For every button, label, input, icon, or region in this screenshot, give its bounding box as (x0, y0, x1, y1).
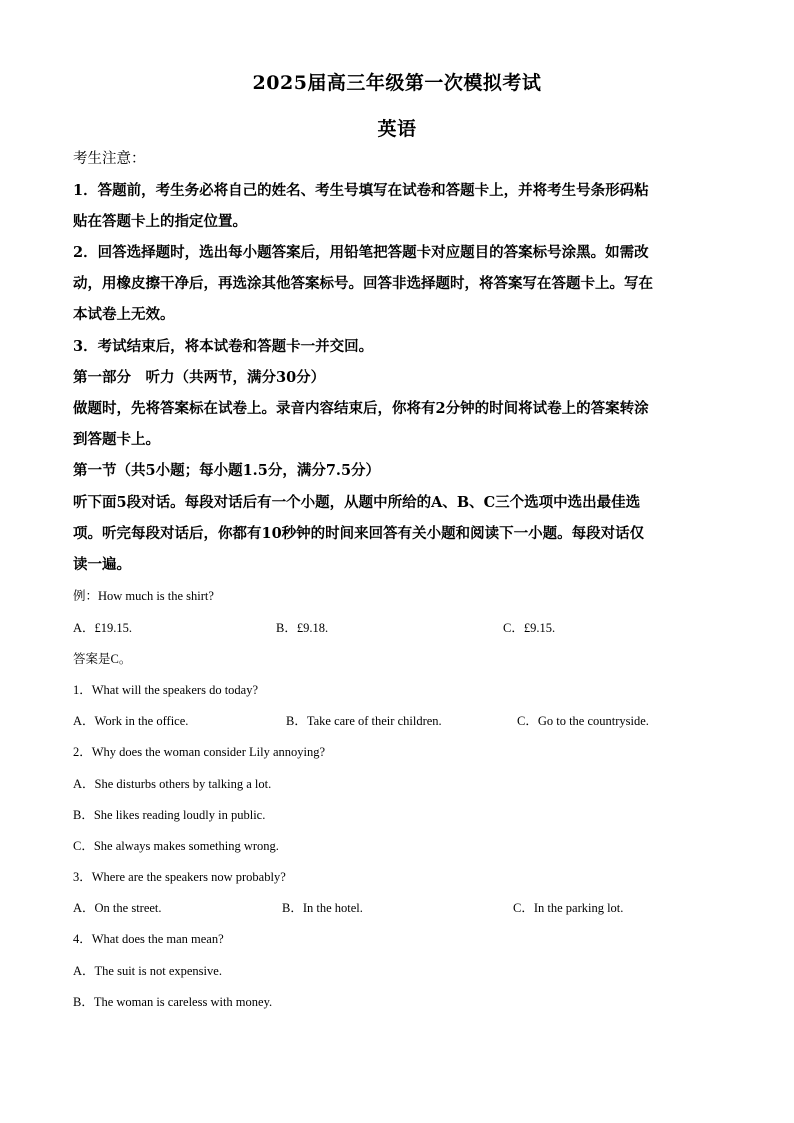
question-2: 2．Why does the woman consider Lily annoying? (73, 745, 326, 759)
question-3-option-c: C．In the parking lot. (513, 901, 624, 915)
example-option-c: C．£9.15. (503, 621, 556, 635)
question-2-option-b: B．She likes reading loudly in public. (73, 808, 266, 822)
example-option-b: B．£9.18. (276, 621, 329, 635)
notice-item-2-line-2: 动，用橡皮擦干净后，再选涂其他答案标号。回答非选择题时，将答案写在答题卡上。写在 (73, 275, 653, 292)
section1-intro-line-3: 读一遍。 (73, 556, 131, 573)
question-3-option-a: A．On the street. (73, 901, 162, 915)
notice-item-1-line-1: 1．答题前，考生务必将自己的姓名、考生号填写在试卷和答题卡上，并将考生号条形码粘 (73, 182, 649, 199)
notice-item-3: 3．考试结束后，将本试卷和答题卡一并交回。 (73, 338, 374, 355)
notice-item-2-line-3: 本试卷上无效。 (73, 306, 175, 323)
question-4-option-a: A．The suit is not expensive. (73, 964, 222, 978)
notice-item-1-line-2: 贴在答题卡上的指定位置。 (73, 213, 247, 230)
question-2-option-c: C．She always makes something wrong. (73, 839, 279, 853)
exam-title: 2025届高三年级第一次模拟考试 (252, 72, 542, 94)
question-1-option-a: A．Work in the office. (73, 714, 189, 728)
question-3: 3．Where are the speakers now probably? (73, 870, 286, 884)
question-3-option-b: B．In the hotel. (282, 901, 363, 915)
notice-heading: 考生注意： (73, 151, 146, 167)
part1-intro-line-2: 到答题卡上。 (73, 431, 160, 448)
example-option-a: A．£19.15. (73, 621, 133, 635)
question-4: 4．What does the man mean? (73, 932, 224, 946)
example-answer: 答案是C。 (73, 652, 132, 666)
section1-intro-line-1: 听下面5段对话。每段对话后有一个小题，从题中所给的A、B、C三个选项中选出最佳选 (73, 494, 641, 511)
question-1-option-b: B．Take care of their children. (286, 714, 442, 728)
notice-item-2-line-1: 2．回答选择题时，选出每小题答案后，用铅笔把答题卡对应题目的答案标号涂黑。如需改 (73, 244, 649, 261)
section1-intro-line-2: 项。听完每段对话后，你都有10秒钟的时间来回答有关小题和阅读下一小题。每段对话仅 (73, 525, 645, 542)
question-1-option-c: C．Go to the countryside. (517, 714, 649, 728)
subject-title: 英语 (377, 118, 417, 140)
part1-intro-line-1: 做题时，先将答案标在试卷上。录音内容结束后，你将有2分钟的时间将试卷上的答案转涂 (73, 400, 649, 417)
question-4-option-b: B．The woman is careless with money. (73, 995, 273, 1009)
part1-heading: 第一部分 听力（共两节，满分30分） (73, 369, 326, 386)
question-1: 1．What will the speakers do today? (73, 683, 259, 697)
question-2-option-a: A．She disturbs others by talking a lot. (73, 777, 272, 791)
example-question: 例：How much is the shirt? (73, 589, 214, 603)
section1-heading: 第一节（共5小题；每小题1.5分，满分7.5分） (73, 462, 381, 479)
